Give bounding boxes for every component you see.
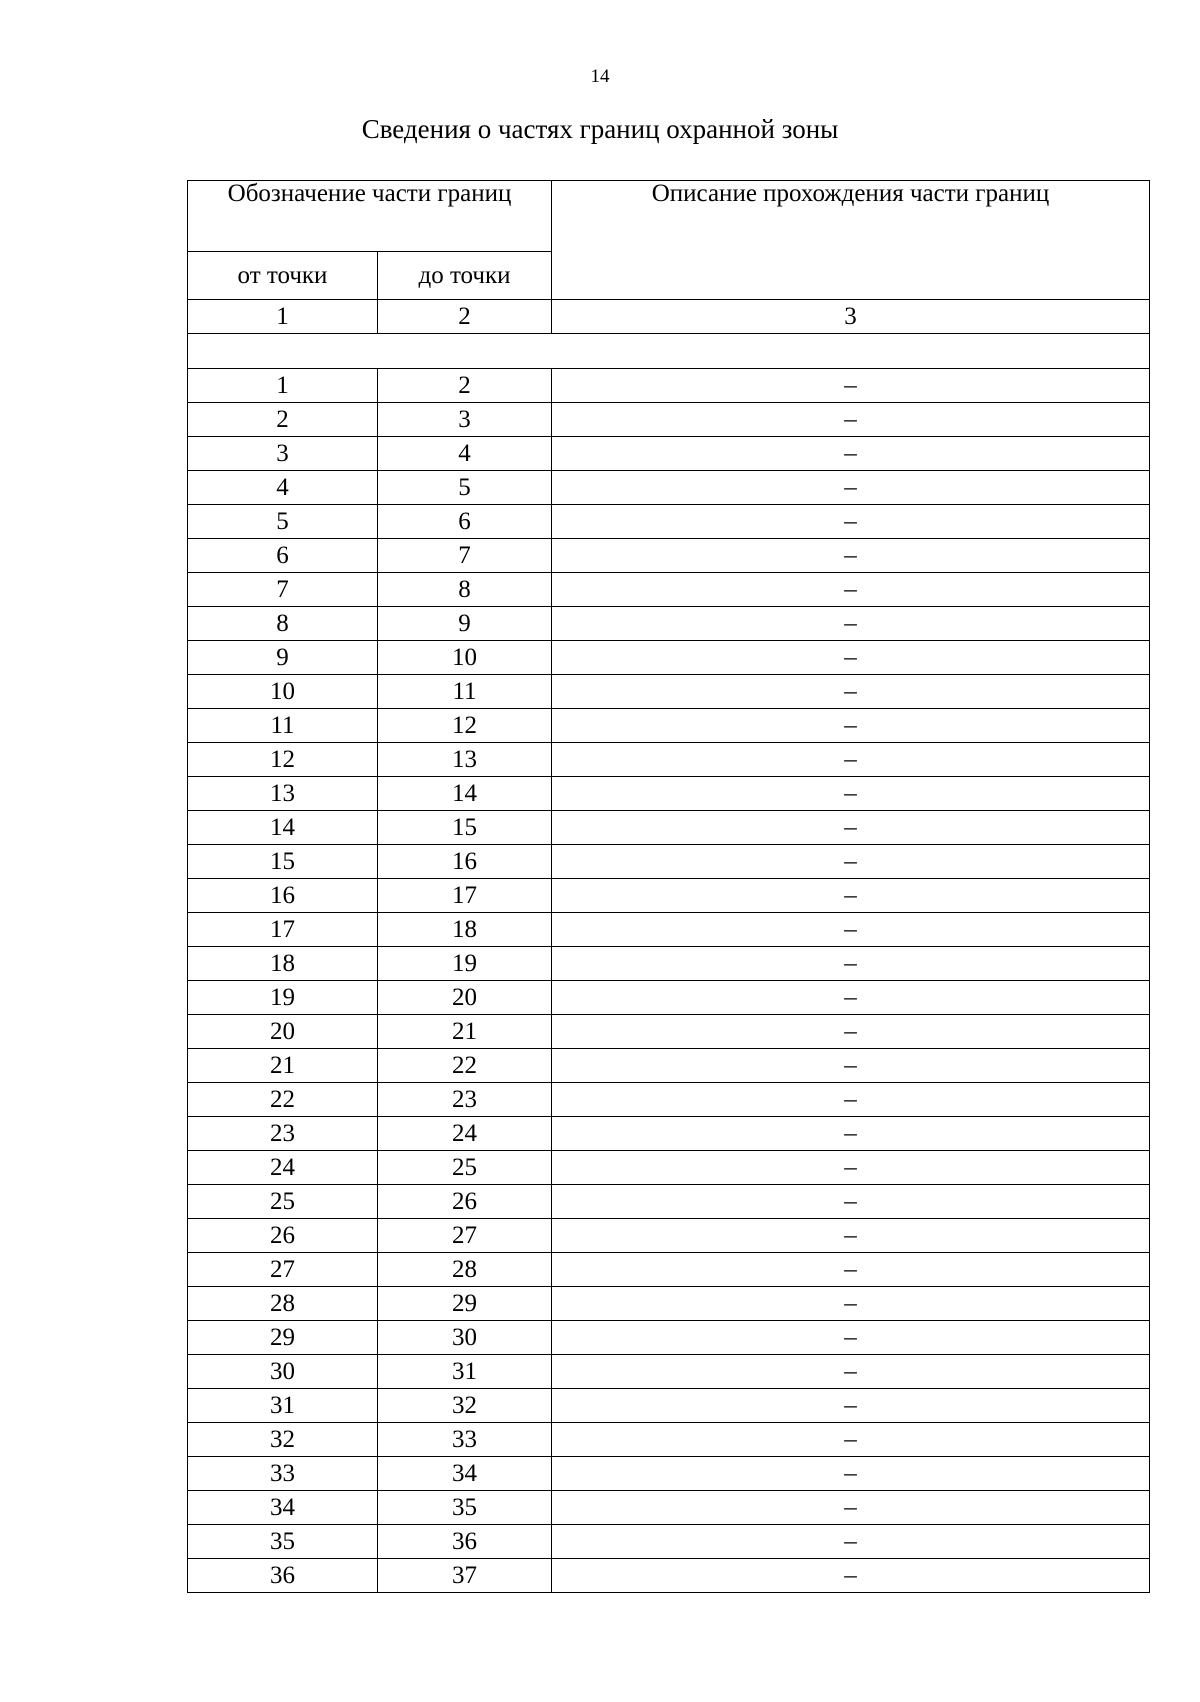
cell-from-point: 31 (188, 1389, 378, 1423)
cell-to-point: 32 (378, 1389, 552, 1423)
cell-from-point: 23 (188, 1117, 378, 1151)
cell-description: – (552, 1491, 1150, 1525)
cell-from-point: 26 (188, 1219, 378, 1253)
cell-description: – (552, 1151, 1150, 1185)
table-row (188, 947, 1150, 981)
cell-to-point: 10 (378, 641, 552, 675)
cell-to-point: 35 (378, 1491, 552, 1525)
cell-from-point: 24 (188, 1151, 378, 1185)
header-description: Описание прохождения части границ (552, 181, 1150, 300)
cell-from-point: 36 (188, 1559, 378, 1593)
cell-description: – (552, 1185, 1150, 1219)
cell-from-point: 33 (188, 1457, 378, 1491)
column-number-1: 1 (188, 300, 378, 334)
table-row (188, 505, 1150, 539)
cell-to-point: 22 (378, 1049, 552, 1083)
table-row (188, 1491, 1150, 1525)
cell-from-point: 7 (188, 573, 378, 607)
cell-from-point: 15 (188, 845, 378, 879)
table-row (188, 539, 1150, 573)
cell-from-point: 6 (188, 539, 378, 573)
cell-description: – (552, 1049, 1150, 1083)
cell-from-point: 29 (188, 1321, 378, 1355)
table-row (188, 437, 1150, 471)
cell-to-point: 30 (378, 1321, 552, 1355)
cell-description: – (552, 1457, 1150, 1491)
cell-to-point: 18 (378, 913, 552, 947)
cell-description: – (552, 879, 1150, 913)
cell-description: – (552, 437, 1150, 471)
cell-from-point: 17 (188, 913, 378, 947)
cell-from-point: 34 (188, 1491, 378, 1525)
cell-to-point: 7 (378, 539, 552, 573)
table-row (188, 1151, 1150, 1185)
cell-description: – (552, 1219, 1150, 1253)
table-row (188, 607, 1150, 641)
column-number-3: 3 (552, 300, 1150, 334)
cell-to-point: 11 (378, 675, 552, 709)
cell-to-point: 29 (378, 1287, 552, 1321)
cell-to-point: 8 (378, 573, 552, 607)
cell-description: – (552, 607, 1150, 641)
cell-description: – (552, 1559, 1150, 1593)
cell-from-point: 16 (188, 879, 378, 913)
cell-description: – (552, 1525, 1150, 1559)
cell-to-point: 4 (378, 437, 552, 471)
cell-from-point: 1 (188, 369, 378, 403)
cell-description: – (552, 539, 1150, 573)
table-row (188, 845, 1150, 879)
header-to-point: до точки (378, 252, 552, 300)
table-row (188, 1525, 1150, 1559)
table-row (188, 1287, 1150, 1321)
cell-from-point: 11 (188, 709, 378, 743)
cell-description: – (552, 1321, 1150, 1355)
cell-from-point: 13 (188, 777, 378, 811)
cell-to-point: 27 (378, 1219, 552, 1253)
page-number: 14 (590, 66, 610, 87)
cell-description: – (552, 505, 1150, 539)
table-row (188, 777, 1150, 811)
cell-description: – (552, 1389, 1150, 1423)
header-designation: Обозначение части границ (188, 181, 552, 252)
cell-description: – (552, 369, 1150, 403)
cell-to-point: 24 (378, 1117, 552, 1151)
cell-description: – (552, 845, 1150, 879)
cell-to-point: 33 (378, 1423, 552, 1457)
cell-from-point: 19 (188, 981, 378, 1015)
table-row (188, 573, 1150, 607)
cell-description: – (552, 1253, 1150, 1287)
cell-to-point: 3 (378, 403, 552, 437)
cell-from-point: 32 (188, 1423, 378, 1457)
table-row (188, 1423, 1150, 1457)
cell-to-point: 12 (378, 709, 552, 743)
cell-from-point: 4 (188, 471, 378, 505)
table-row (188, 1117, 1150, 1151)
cell-description: – (552, 947, 1150, 981)
cell-from-point: 14 (188, 811, 378, 845)
cell-description: – (552, 1083, 1150, 1117)
cell-from-point: 12 (188, 743, 378, 777)
cell-description: – (552, 1117, 1150, 1151)
cell-to-point: 28 (378, 1253, 552, 1287)
table-row (188, 1219, 1150, 1253)
table-row (188, 471, 1150, 505)
table-row (188, 879, 1150, 913)
table-header-row (188, 181, 1150, 252)
table-row (188, 811, 1150, 845)
cell-to-point: 26 (378, 1185, 552, 1219)
table-row (188, 743, 1150, 777)
cell-from-point: 5 (188, 505, 378, 539)
table-body (188, 181, 1150, 1593)
cell-from-point: 3 (188, 437, 378, 471)
table-row (188, 1253, 1150, 1287)
table-row (188, 1015, 1150, 1049)
cell-from-point: 28 (188, 1287, 378, 1321)
cell-description: – (552, 403, 1150, 437)
cell-to-point: 31 (378, 1355, 552, 1389)
cell-from-point: 9 (188, 641, 378, 675)
boundary-parts-table (187, 180, 1150, 1593)
cell-to-point: 14 (378, 777, 552, 811)
cell-from-point: 8 (188, 607, 378, 641)
cell-description: – (552, 675, 1150, 709)
cell-to-point: 23 (378, 1083, 552, 1117)
table-row (188, 641, 1150, 675)
cell-description: – (552, 573, 1150, 607)
cell-from-point: 25 (188, 1185, 378, 1219)
cell-from-point: 35 (188, 1525, 378, 1559)
cell-to-point: 2 (378, 369, 552, 403)
cell-description: – (552, 641, 1150, 675)
cell-to-point: 19 (378, 947, 552, 981)
table-row (188, 913, 1150, 947)
column-numbers-row (188, 300, 1150, 334)
cell-description: – (552, 709, 1150, 743)
page-title: Сведения о частях границ охранной зоны (361, 114, 839, 144)
header-from-point: от точки (188, 252, 378, 300)
cell-description: – (552, 1355, 1150, 1389)
cell-to-point: 17 (378, 879, 552, 913)
cell-from-point: 2 (188, 403, 378, 437)
cell-to-point: 36 (378, 1525, 552, 1559)
cell-from-point: 20 (188, 1015, 378, 1049)
cell-description: – (552, 743, 1150, 777)
table-row (188, 675, 1150, 709)
cell-from-point: 21 (188, 1049, 378, 1083)
table-row (188, 981, 1150, 1015)
table-row (188, 1049, 1150, 1083)
table-row (188, 403, 1150, 437)
cell-to-point: 13 (378, 743, 552, 777)
cell-from-point: 22 (188, 1083, 378, 1117)
column-number-2: 2 (378, 300, 552, 334)
cell-from-point: 18 (188, 947, 378, 981)
cell-to-point: 20 (378, 981, 552, 1015)
cell-from-point: 27 (188, 1253, 378, 1287)
cell-description: – (552, 981, 1150, 1015)
cell-to-point: 16 (378, 845, 552, 879)
table-row (188, 1559, 1150, 1593)
table-row (188, 1083, 1150, 1117)
table-row (188, 709, 1150, 743)
cell-to-point: 9 (378, 607, 552, 641)
cell-description: – (552, 913, 1150, 947)
cell-to-point: 5 (378, 471, 552, 505)
table-row (188, 1457, 1150, 1491)
cell-description: – (552, 1015, 1150, 1049)
table-row (188, 1321, 1150, 1355)
table-row (188, 1185, 1150, 1219)
table-row (188, 1389, 1150, 1423)
cell-to-point: 34 (378, 1457, 552, 1491)
cell-description: – (552, 811, 1150, 845)
cell-description: – (552, 1287, 1150, 1321)
cell-description: – (552, 1423, 1150, 1457)
cell-from-point: 30 (188, 1355, 378, 1389)
cell-to-point: 15 (378, 811, 552, 845)
section-blank-row (188, 334, 1150, 369)
table-row (188, 1355, 1150, 1389)
cell-to-point: 25 (378, 1151, 552, 1185)
cell-description: – (552, 777, 1150, 811)
cell-from-point: 10 (188, 675, 378, 709)
cell-to-point: 6 (378, 505, 552, 539)
table-row (188, 369, 1150, 403)
cell-description: – (552, 471, 1150, 505)
cell-to-point: 37 (378, 1559, 552, 1593)
section-blank-cell (188, 334, 1150, 369)
cell-to-point: 21 (378, 1015, 552, 1049)
